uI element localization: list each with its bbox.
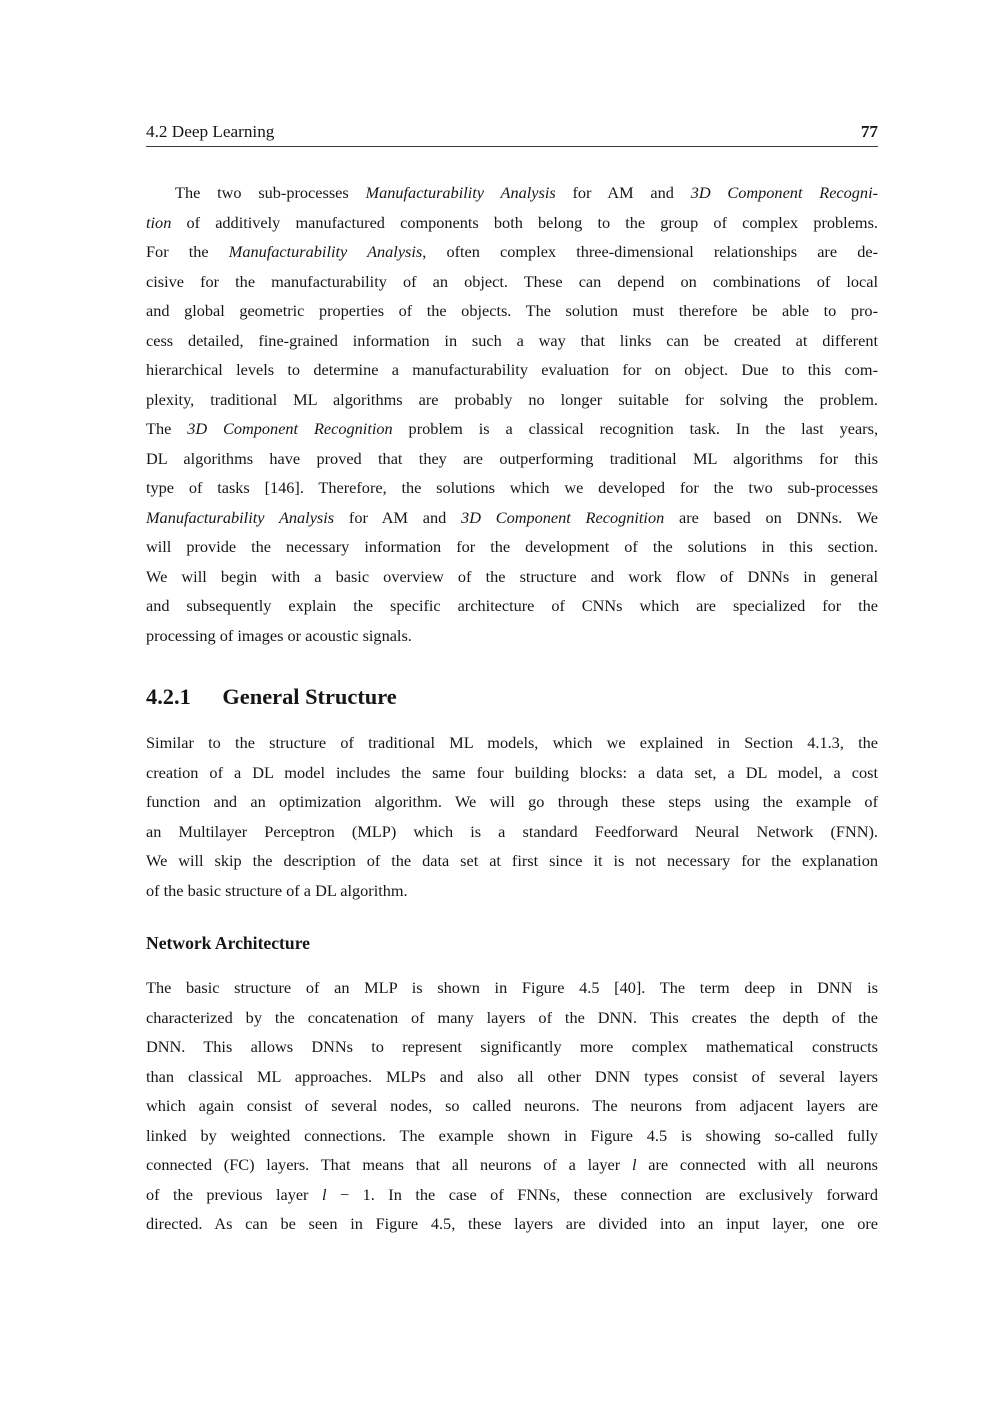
italic-text: l: [631, 1155, 637, 1174]
italic-text: tion: [146, 212, 172, 232]
text-line: which again consist of several nodes, so called neurons. The neurons from adjacent layers are: [146, 1096, 878, 1115]
text-line: The 3D Component Recognition problem is a classical recognition task. In the last years,: [146, 419, 879, 438]
text-line: than classical ML approaches. MLPs and also all other DNN types consist of several layers: [146, 1066, 878, 1086]
text-line: DL algorithms have proved that they are outperforming traditional ML algorithms for this: [146, 448, 878, 468]
general-structure-paragraph: [146, 728, 878, 905]
text-line: We will skip the description of the data set at first since it is not necessary for the explanation: [146, 851, 878, 870]
text-line: of the previous layer l − 1. In the case of FNNs, these connection are exclusively forward: [146, 1184, 878, 1204]
text-line: cisive for the manufacturability of an object. These can depend on combinations of local: [146, 271, 878, 291]
text-line: type of tasks [146]. Therefore, the solutions which we developed for the two sub-processes: [146, 478, 878, 497]
intro-paragraph: [146, 178, 878, 650]
network-architecture-paragraph: [146, 973, 878, 1239]
page-number: 77: [860, 122, 878, 141]
section-heading: [146, 684, 878, 710]
text-line: of the basic structure of a DL algorithm.: [146, 880, 408, 900]
text-line: DNN. This allows DNNs to represent significantly more complex mathematical constructs: [146, 1037, 878, 1056]
text-line: The two sub-processes Manufacturability Analysis for AM and 3D Component Recogni-: [175, 183, 879, 202]
text-line: We will begin with a basic overview of the structure and work flow of DNNs in general: [146, 566, 878, 586]
text-line: directed. As can be seen in Figure 4.5, these layers are divided into an input layer, one ore: [146, 1214, 878, 1233]
text-line: and global geometric properties of the objects. The solution must therefore be able to pro-: [146, 301, 878, 320]
text-line: Similar to the structure of traditional ML models, which we explained in Section 4.1.3, the: [146, 733, 878, 752]
text-line: creation of a DL model includes the same four building blocks: a data set, a DL model, a cost: [146, 762, 878, 782]
text-line: connected (FC) layers. That means that all neurons of a layer l are connected with all neurons: [146, 1155, 879, 1174]
text-line: and subsequently explain the specific architecture of CNNs which are specialized for the: [146, 596, 878, 615]
text-line: The basic structure of an MLP is shown in Figure 4.5 [40]. The term deep in DNN is: [146, 978, 878, 997]
italic-text: 3D Component Recogni-: [690, 183, 879, 202]
text-line: linked by weighted connections. The example shown in Figure 4.5 is showing so-called fully: [146, 1125, 878, 1145]
text-line: For the Manufacturability Analysis, often complex three-dimensional relationships are de-: [146, 242, 878, 261]
italic-text: Manufacturability Analysis: [365, 183, 556, 202]
section-title: General Structure: [222, 684, 397, 709]
italic-text: Manufacturability Analysis: [146, 507, 335, 527]
text-line: an Multilayer Perceptron (MLP) which is a standard Feedforward Neural Network (FNN).: [146, 821, 878, 841]
text-line: tion of additively manufactured components both belong to the group of complex problems.: [146, 212, 878, 232]
text-line: processing of images or acoustic signals.: [146, 625, 412, 645]
text-line: cess detailed, fine-grained information in such a way that links can be created at different: [146, 330, 878, 350]
italic-text: l: [321, 1184, 327, 1204]
running-header: [146, 121, 878, 147]
text-line: function and an optimization algorithm. We will go through these steps using the example of: [146, 792, 878, 811]
page-content: [146, 0, 878, 1239]
section-number: 4.2.1: [146, 684, 191, 709]
italic-text: 3D Component Recognition: [187, 419, 393, 438]
text-line: plexity, traditional ML algorithms are probably no longer suitable for solving the problem.: [146, 389, 878, 409]
text-line: will provide the necessary information for the development of the solutions in this section.: [146, 537, 878, 556]
italic-text: Manufacturability Analysis: [228, 242, 423, 261]
text-line: characterized by the concatenation of many layers of the DNN. This creates the depth of the: [146, 1007, 878, 1027]
subsection-heading: Network Architecture: [146, 933, 310, 953]
text-line: Manufacturability Analysis for AM and 3D Component Recognition are based on DNNs. We: [146, 507, 878, 527]
text-line: hierarchical levels to determine a manufacturability evaluation for on object. Due to this com-: [146, 360, 878, 379]
running-header-title: 4.2 Deep Learning: [146, 122, 275, 141]
italic-text: 3D Component Recognition: [461, 507, 665, 527]
